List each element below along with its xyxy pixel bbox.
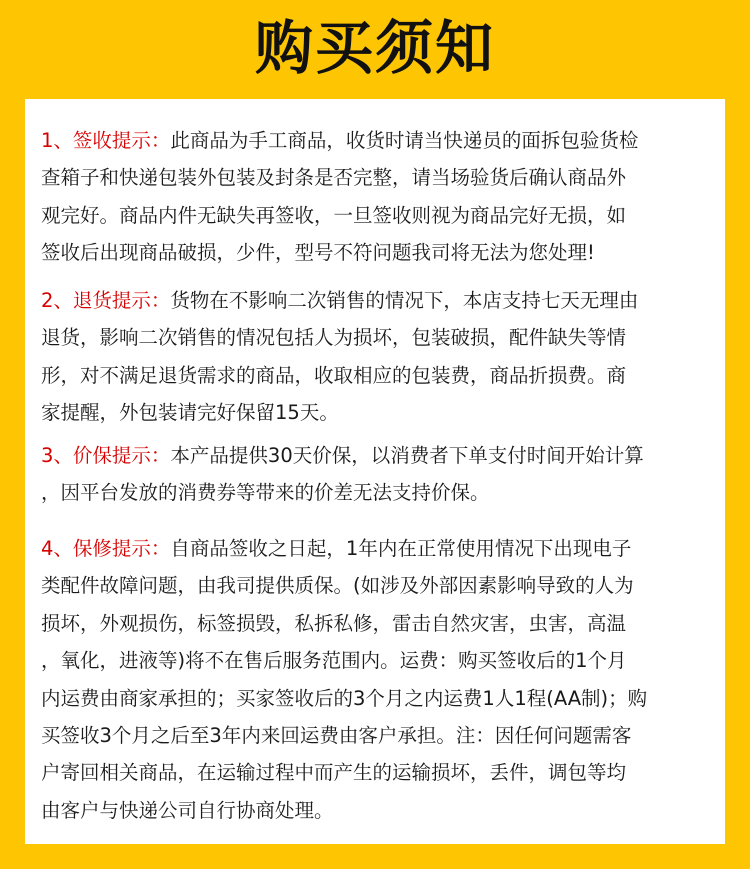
notice-body: 此商品为手工商品，收货时请当快递员的面拆包验货检 查箱子和快递包装外包装及封条是否完整，请当场验货后确认商品外 观完好。商品内件无缺失再签收，一旦签收则视为商品完好无损，如 签收后出现商品破损，少件，型号不符问题我司将无法为您处理! (41, 129, 639, 265)
notice-heading: 3、价保提示： (41, 444, 171, 467)
notice-heading: 1、签收提示： (41, 129, 171, 152)
notice-price-protection (41, 437, 719, 512)
notice-heading: 2、退货提示： (41, 289, 171, 312)
page-title: 购买须知 (254, 14, 495, 82)
notice-sign-receipt (41, 122, 719, 272)
notice-returns (41, 282, 719, 432)
notice-body: 自商品签收之日起，1年内在正常使用情况下出现电子 类配件故障问题，由我司提供质保。(如涉及外部因素影响导致的人为 损坏，外观损伤，标签损毁，私拆私修，雷击自然灾害，虫害，高温 ，氧化，进液等)将不在售后服务范围内。运费：购买签收后的1个月 内运费由商家承担的；买家签收后的3个月之内运费1人1程(AA制)；购 买签收3个月之后至3年内来回运费由客户承担。注：因任何问题需客 户寄回相关商品，在运输过程中而产生的运输损坏，丢件，调包等均 由客户与快递公司自行协商处理。 (41, 537, 648, 822)
notice-warranty (41, 530, 719, 829)
notice-heading: 4、保修提示： (41, 537, 171, 560)
notice-body: 货物在不影响二次销售的情况下，本店支持七天无理由 退货，影响二次销售的情况包括人为损坏，包装破损，配件缺失等情 形，对不满足退货需求的商品，收取相应的包装费，商品折损费。商 家提醒，外包装请完好保留15天。 (41, 289, 639, 425)
notice-panel (25, 99, 725, 844)
notice-body: 本产品提供30天价保，以消费者下单支付时间开始计算 ，因平台发放的消费券等带来的价差无法支持价保。 (41, 444, 644, 505)
